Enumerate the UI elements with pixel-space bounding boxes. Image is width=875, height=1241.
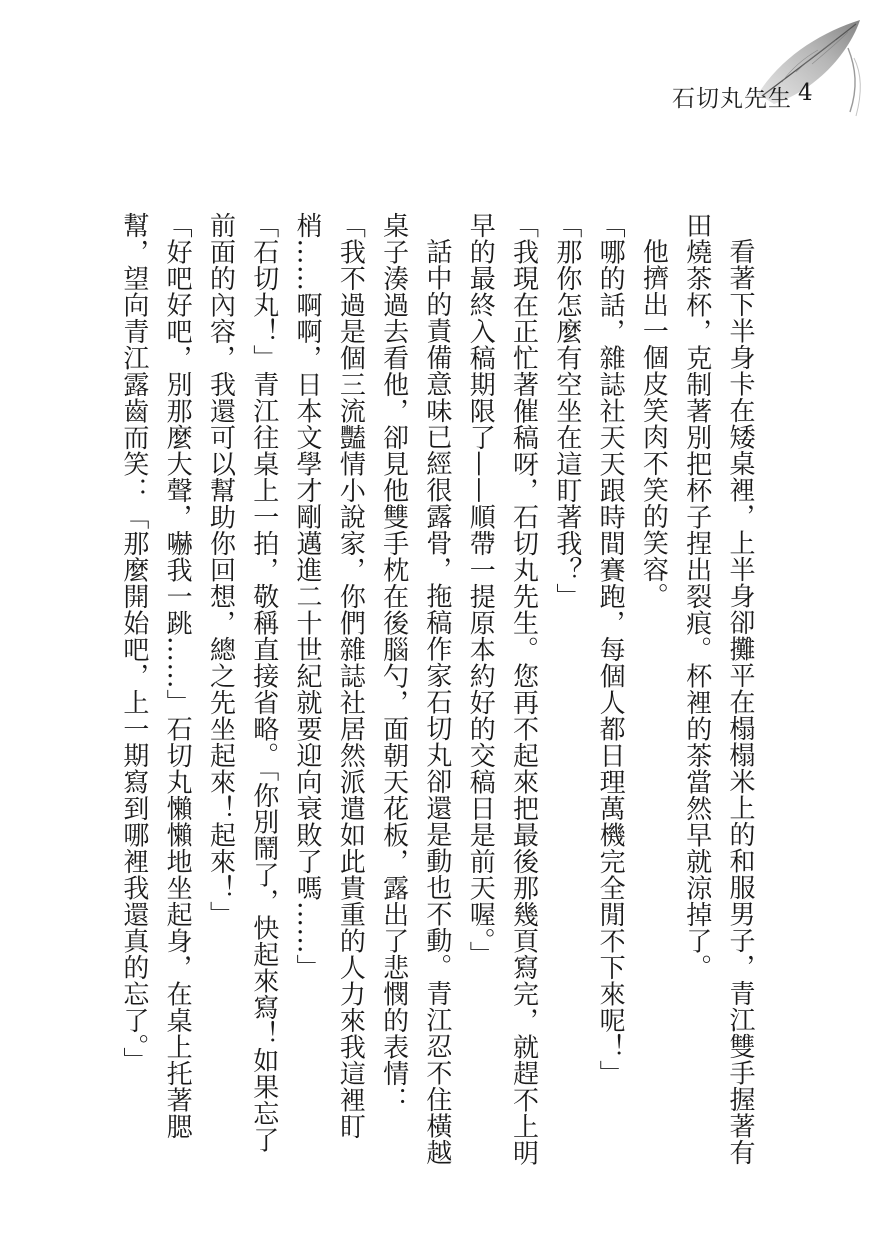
- paragraph: 看著下半身卡在矮桌裡，上半身卻攤平在榻榻米上的和服男子，青江雙手握著有田燒茶杯，克制著別把杯子捏出裂痕。杯裡的茶當然早就涼掉了。: [681, 212, 755, 1166]
- dialogue-paragraph: 「好吧好吧，別那麼大聲，嚇我一跳……」石切丸懶懶地坐起身，在桌上托著腮幫，望向青江露齒而笑：「那麼開始吧，上一期寫到哪裡我還真的忘了。」: [118, 212, 193, 1140]
- dialogue-paragraph: 「哪的話，雜誌社天天跟時間賽跑，每個人都日理萬機完全閒不下來呢！」: [595, 212, 626, 1087]
- page-number: 4: [798, 80, 813, 106]
- dialogue-paragraph: 「我不過是個三流豔情小說家，你們雜誌社居然派遣如此貴重的人力來我這裡盯梢……啊啊，日本文學才剛邁進二十世紀就要迎向衰敗了嗎……」: [292, 212, 366, 1140]
- running-header-title: 石切丸先生: [672, 86, 792, 112]
- paragraph: 話中的責備意味已經很露骨，拖稿作家石切丸卻還是動也不動。青江忍不住橫越桌子湊過去看他，卻見他雙手枕在後腦勺，面朝天花板，露出了悲憫的表情：: [378, 212, 452, 1166]
- paragraph: 他擠出一個皮笑肉不笑的笑容。: [638, 238, 669, 609]
- dialogue-paragraph: 「我現在正忙著催稿呀，石切丸先生。您再不起來把最後那幾頁寫完，就趕不上明早的最終入稿期限了——順帶一提原本約好的交稿日是前天喔。」: [465, 212, 539, 1166]
- dialogue-paragraph: 「那你怎麼有空坐在這盯著我？」: [551, 212, 582, 610]
- dialogue-paragraph: 「石切丸！」青江往桌上一拍，敬稱直接省略。「你別鬧了，快起來寫！如果忘了前面的內容，我還可以幫助你回想，總之先坐起來！起來！」: [205, 212, 279, 1153]
- vertical-text-body: [112, 212, 761, 1172]
